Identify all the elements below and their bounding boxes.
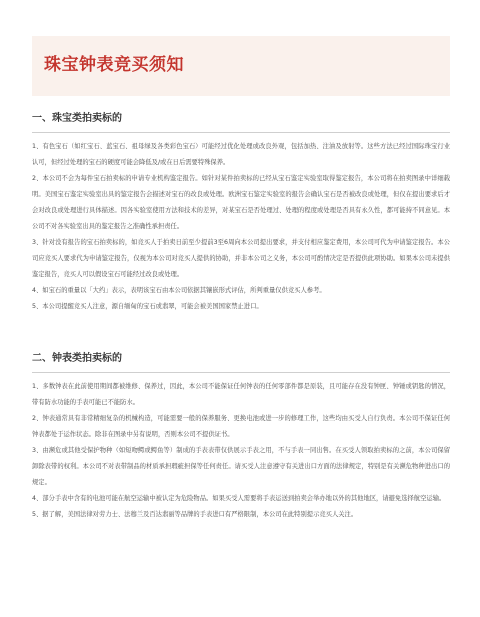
page-title: 珠宝钟表竞买须知 <box>44 55 184 75</box>
section-jewellery <box>32 112 450 315</box>
section-divider <box>32 132 450 133</box>
paragraph: 1、有色宝石（如红宝石、蓝宝石、祖母绿及各类彩色宝石）可能经过优化处理或改良外观，包括加热、注油及放射等。这些方法已经过国际珠宝行业认可，但经过处理的宝石的硬度可能会降低及/或在日后需要特殊保养。 <box>32 143 450 166</box>
section-heading: 二、钟表类拍卖标的 <box>32 353 122 364</box>
paragraph: 4、如宝石的重量以「大约」表示，表明该宝石由本公司依据其镶嵌形式评估，所判重量仅供竞买人参考。 <box>32 287 326 294</box>
paragraph: 5、据了解，美国法律对劳力士、法穆兰及百达翡丽等品牌的手表进口有严格限制，本公司在此特别提示竞买人关注。 <box>32 511 358 518</box>
section-divider <box>32 372 450 373</box>
section-heading: 一、珠宝类拍卖标的 <box>32 113 122 124</box>
paragraph: 3、由濒危或其他受保护物种（如短吻鳄或鳄鱼等）制成的手表表带仅供展示手表之用，不与手表一同出售。在买受人领取拍卖标的之前，本公司保留卸除表带的权利。本公司不对表带制品的材质承担瑕疵担保等任何责任。请买受人注意遵守有关进出口方面的法律规定，特别是有关濒危物种进出口的规定。 <box>32 447 450 486</box>
paragraph: 4、部分手表中含有的电池可能在航空运输中被认定为危险物品。如果买受人需要将手表运送到拍卖会举办地以外的其他地区，请避免选择航空运输。 <box>32 495 446 502</box>
paragraph: 1、多数钟表在此前使用期间都被维修、保养过，因此，本公司不能保证任何钟表的任何零部件都是原装，且可能存在没有钟匣、钟锤或钥匙的情况，带有防水功能的手表可能已不能防水。 <box>32 383 450 406</box>
paragraph: 2、本公司不会为每件宝石拍卖标的申请专业机构鉴定报告。如针对某件拍卖标的已经从宝石鉴定实验室取得鉴定报告，本公司将在拍卖图录中详细载明。美国宝石鉴定实验室出具的鉴定报告会描述对宝石的改良或处理。欧洲宝石鉴定实验室的报告会确认宝石是否被改良或处理，但仅在提出要求后才会对改良或处理进行具体描述。因各实验室使用方法和技术的差异，对某宝石是否处理过、处理的程度或处理是否具有永久性，都可能持不同意见。本公司不对各实验室出具的鉴定报告之准确性承担责任。 <box>32 175 450 230</box>
paragraph: 2、钟表通常具有非常精细复杂的机械构造，可能需要一般的保养服务、更换电池或进一步的修理工作，这些均由买受人自行负责。本公司不保证任何钟表都处于运作状态。除非在图录中另有说明，否则本公司不提供证书。 <box>32 415 450 438</box>
paragraph: 5、本公司提醒竞买人注意，源自缅甸的宝石或翡翠，可能会被美国国家禁止进口。 <box>32 303 263 310</box>
section-watches <box>32 352 450 523</box>
paragraph: 3、针对没有报告的宝石拍卖标的，如竞买人于拍卖日前至少提前3至6周向本公司提出要求，并支付相应鉴定费用，本公司可代为申请鉴定报告。本公司应竞买人要求代为申请鉴定报告，仅视为本公司对竞买人提供的协助，并非本公司之义务，本公司可酌情决定是否提供此项协助。如果本公司未提供鉴定报告，竞买人可以假设宝石可能经过改良或处理。 <box>32 239 450 278</box>
